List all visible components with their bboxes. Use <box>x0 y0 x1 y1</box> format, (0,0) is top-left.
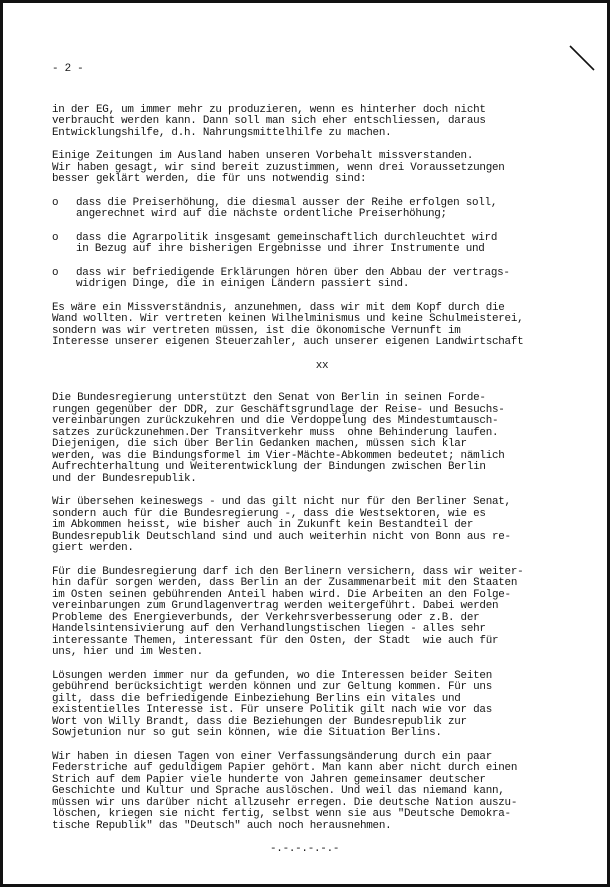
text-line: uns, hier und im Westen. <box>52 646 203 658</box>
text-line: satzes zurückzunehmen.Der Transitverkehr muss ohne Behinderung laufen. <box>52 426 499 439</box>
bullet-marker: o <box>52 266 59 279</box>
paragraph <box>52 752 592 833</box>
text-line: im Osten seinen gebührenden Anteil haben wird. Die Arbeiten an den Folge- <box>52 588 511 601</box>
text-line: tische Republik" das "Deutsch" auch noch herausnehmen. <box>52 819 392 832</box>
paragraph <box>52 497 592 555</box>
bullet-marker: o <box>52 231 59 244</box>
text-line: verbraucht werden kann. Dann soll man sich eher entschliessen, daraus <box>52 115 486 127</box>
text-line: existentielles Interesse ist. Für unsere Politik gilt nach wie vor das <box>52 704 492 716</box>
text-line: Wir haben gesagt, wir sind bereit zuzustimmen, wenn drei Voraussetzungen <box>52 161 505 174</box>
end-mark: -.-.-.-.-.- <box>270 843 340 855</box>
document-page <box>52 64 592 856</box>
text-line: Wir übersehen keineswegs - und das gilt nicht nur für den Berliner Senat, <box>52 496 511 508</box>
text-line: besser geklärt werden, die für uns notwendig sind: <box>52 173 367 185</box>
paragraph <box>52 151 592 186</box>
text-line: Es wäre ein Missverständnis, anzunehmen, dass wir mit dem Kopf durch die <box>52 301 505 314</box>
text-line: Wir haben in diesen Tagen von einer Verfassungsänderung durch ein paar <box>52 750 492 763</box>
paragraph <box>52 303 592 349</box>
text-line: rungen gegenüber der DDR, zur Geschäftsgrundlage der Reise- und Besuchs- <box>52 403 505 416</box>
text-line: dass die Agrarpolitik insgesamt gemeinschaftlich durchleuchtet wird <box>76 231 498 244</box>
section-separator: xx <box>315 359 329 372</box>
text-line: Einige Zeitungen im Ausland haben unseren Vorbehalt missverstanden. <box>52 150 474 162</box>
text-line: Strich auf dem Papier viele hunderte von Jahren gemeinsamer deutscher <box>52 773 486 786</box>
text-line: vereinbarungen zurückzukehren und die Verdoppelung des Mindestumtausch- <box>52 415 499 427</box>
text-line: müssen wir uns darüber nicht allzusehr erregen. Die deutsche Nation auszu- <box>52 796 518 809</box>
text-line: Die Bundesregierung unterstützt den Senat von Berlin in seinen Forde- <box>52 392 486 404</box>
text-line: in Bezug auf ihre bisherigen Ergebnisse und ihrer Instrumente und <box>76 243 485 255</box>
text-line: Diejenigen, die sich über Berlin Gedanken machen, müssen sich klar <box>52 438 467 450</box>
text-line: dass die Preiserhöhung, die diesmal ausser der Reihe erfolgen soll, <box>76 196 498 209</box>
text-line: Probleme des Energieverbunds, der Verkehrsverbesserung oder z.B. der <box>52 611 480 624</box>
text-line: löschen, kriegen sie nicht fertig, selbst wenn sie aus "Deutsche Demokra- <box>52 808 511 820</box>
text-line: sondern was wir vertreten müssen, ist die ökonomische Vernunft im <box>52 324 461 337</box>
text-line: gilt, dass die befriedigende Einbeziehung Berlins ein vitales und <box>52 692 461 705</box>
text-line: im Abkommen heisst, wie bisher auch in Zukunft kein Bestandteil der <box>52 519 474 531</box>
text-line: hin dafür sorgen werden, dass Berlin an der Zusammenarbeit mit den Staaten <box>52 577 518 589</box>
text-line: angerechnet wird auf die nächste ordentliche Preiserhöhung; <box>76 208 447 220</box>
text-line: interessante Themen, interessant für den Osten, der Stadt wie auch für <box>52 634 499 647</box>
text-line: Für die Bundesregierung darf ich den Berlinern versichern, dass wir weiter- <box>52 565 524 578</box>
bullet-text <box>76 198 592 221</box>
text-line: und der Bundesrepublik. <box>52 472 197 485</box>
bullet-text <box>76 268 592 291</box>
text-line: Interesse unserer eigenen Steuerzahler, auch unserer eigenen Landwirtschaft <box>52 336 524 348</box>
text-line: giert werden. <box>52 542 134 554</box>
text-line: Geschichte und Kultur und Sprache auslöschen. Und weil das niemand kann, <box>52 785 505 797</box>
text-line: Wand wollten. Wir vertreten keinen Wilhelminismus und keine Schulmeisterei, <box>52 313 524 325</box>
text-line: werden, was die Bindungsformel im Vier-Mächte-Abkommen bedeutet; nämlich <box>52 449 505 462</box>
text-line: Wort von Willy Brandt, dass die Beziehungen der Bundesrepublik zur <box>52 715 467 728</box>
text-line: vereinbarungen zum Grundlagenvertrag werden weitergeführt. Dabei werden <box>52 600 499 612</box>
paragraph <box>52 105 592 140</box>
scan-border-top <box>0 0 610 3</box>
page-number: - 2 - <box>52 63 84 75</box>
bullet-text <box>76 233 592 256</box>
bullet-item <box>52 198 592 221</box>
text-line: Entwicklungshilfe, d.h. Nahrungsmittelhilfe zu machen. <box>52 126 392 139</box>
text-line: Bundesrepublik Deutschland sind und auch weiterhin nicht von Bonn aus re- <box>52 530 511 543</box>
text-line: dass wir befriedigende Erklärungen hören über den Abbau der vertrags- <box>76 266 510 279</box>
text-line: Lösungen werden immer nur da gefunden, wo die Interessen beider Seiten <box>52 669 492 682</box>
paragraph <box>52 393 592 485</box>
text-line: Handelsintensivierung auf den Verhandlungstischen liegen - alles sehr <box>52 623 486 635</box>
scan-border-left <box>0 0 3 887</box>
bullet-item <box>52 268 592 291</box>
paragraph <box>52 671 592 740</box>
text-line: Aufrechterhaltung und Weiterentwicklung der Bindungen zwischen Berlin <box>52 461 486 473</box>
bullet-marker: o <box>52 196 59 209</box>
bullet-item <box>52 233 592 256</box>
text-line: gebührend berücksichtigt werden können und zur Geltung kommen. Für uns <box>52 681 492 693</box>
document-body <box>52 105 592 833</box>
text-line: Sowjetunion nur so gut sein können, wie die Situation Berlins. <box>52 727 442 739</box>
text-line: in der EG, um immer mehr zu produzieren, wenn es hinterher doch nicht <box>52 103 486 116</box>
text-line: sondern auch für die Bundesregierung -, dass die Westsektoren, wie es <box>52 507 486 520</box>
paragraph <box>52 567 592 659</box>
text-line: widrigen Dinge, die in einigen Ländern passiert sind. <box>76 278 410 290</box>
text-line: Federstriche auf geduldigem Papier gehört. Man kann aber nicht durch einen <box>52 762 518 774</box>
